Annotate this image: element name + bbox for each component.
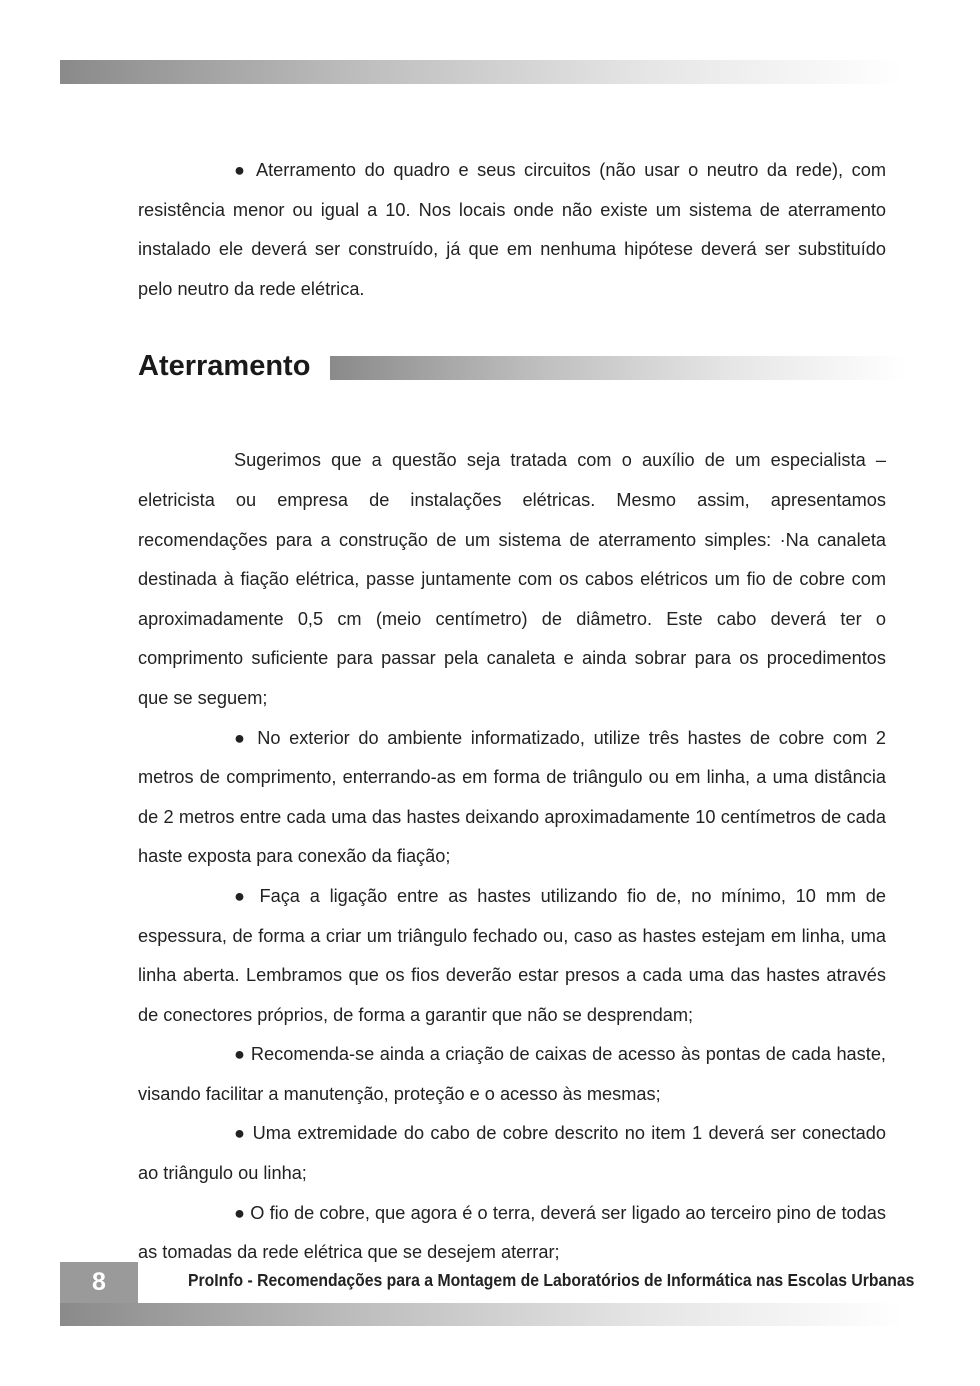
bullet-paragraph: ● Uma extremidade do cabo de cobre descrito no item 1 deverá ser conectado ao triângulo ou linha; bbox=[138, 1123, 886, 1184]
header-decorative-bar bbox=[60, 60, 905, 84]
section-title: Aterramento bbox=[138, 349, 311, 382]
page-number-box bbox=[60, 1262, 138, 1303]
section-title-bar bbox=[330, 356, 906, 380]
page-number: 8 bbox=[92, 1268, 106, 1296]
page-content bbox=[138, 151, 886, 1273]
section-header bbox=[138, 341, 886, 391]
bullet-paragraph: ● O fio de cobre, que agora é o terra, deverá ser ligado ao terceiro pino de todas as tomadas da rede elétrica que se desejem aterrar; bbox=[138, 1202, 886, 1263]
bullet-paragraph: ● Faça a ligação entre as hastes utilizando fio de, no mínimo, 10 mm de espessura, de forma a criar um triângulo fechado ou, caso as hastes estejam em linha, uma linha aberta. Lembramos que os fios deverão estar presos a cada uma das hastes através de conectores próprios, de forma a garantir que não se desprendam; bbox=[138, 885, 886, 1025]
footer-title: ProInfo - Recomendações para a Montagem de Laboratórios de Informática nas Escolas Urbanas bbox=[188, 1270, 915, 1290]
footer-decorative-bar bbox=[60, 1303, 905, 1326]
body-paragraph: Sugerimos que a questão seja tratada com o auxílio de um especialista –eletricista ou empresa de instalações elétricas. Mesmo assim, apresentamos recomendações para a construção de um sistema de aterramento simples: ·Na canaleta destinada à fiação elétrica, passe juntamente com os cabos elétricos um fio de cobre com aproximadamente 0,5 cm (meio centímetro) de diâmetro. Este cabo deverá ter o comprimento suficiente para passar pela canaleta e ainda sobrar para os procedimentos que se seguem; bbox=[138, 450, 886, 708]
bullet-paragraph: ● Recomenda-se ainda a criação de caixas de acesso às pontas de cada haste, visando facilitar a manutenção, proteção e o acesso às mesmas; bbox=[138, 1044, 886, 1104]
page-footer bbox=[60, 1262, 915, 1326]
intro-paragraph: ● Aterramento do quadro e seus circuitos (não usar o neutro da rede), com resistência menor ou igual a 10. Nos locais onde não existe um sistema de aterramento instalado ele deverá ser construído, já que em nenhuma hipótese deverá ser substituído pelo neutro da rede elétrica. bbox=[138, 160, 886, 299]
bullet-paragraph: ● No exterior do ambiente informatizado, utilize três hastes de cobre com 2 metros de comprimento, enterrando-as em forma de triângulo ou em linha, a uma distância de 2 metros entre cada uma das hastes deixando aproximadamente 10 centímetros de cada haste exposta para conexão da fiação; bbox=[138, 727, 886, 867]
